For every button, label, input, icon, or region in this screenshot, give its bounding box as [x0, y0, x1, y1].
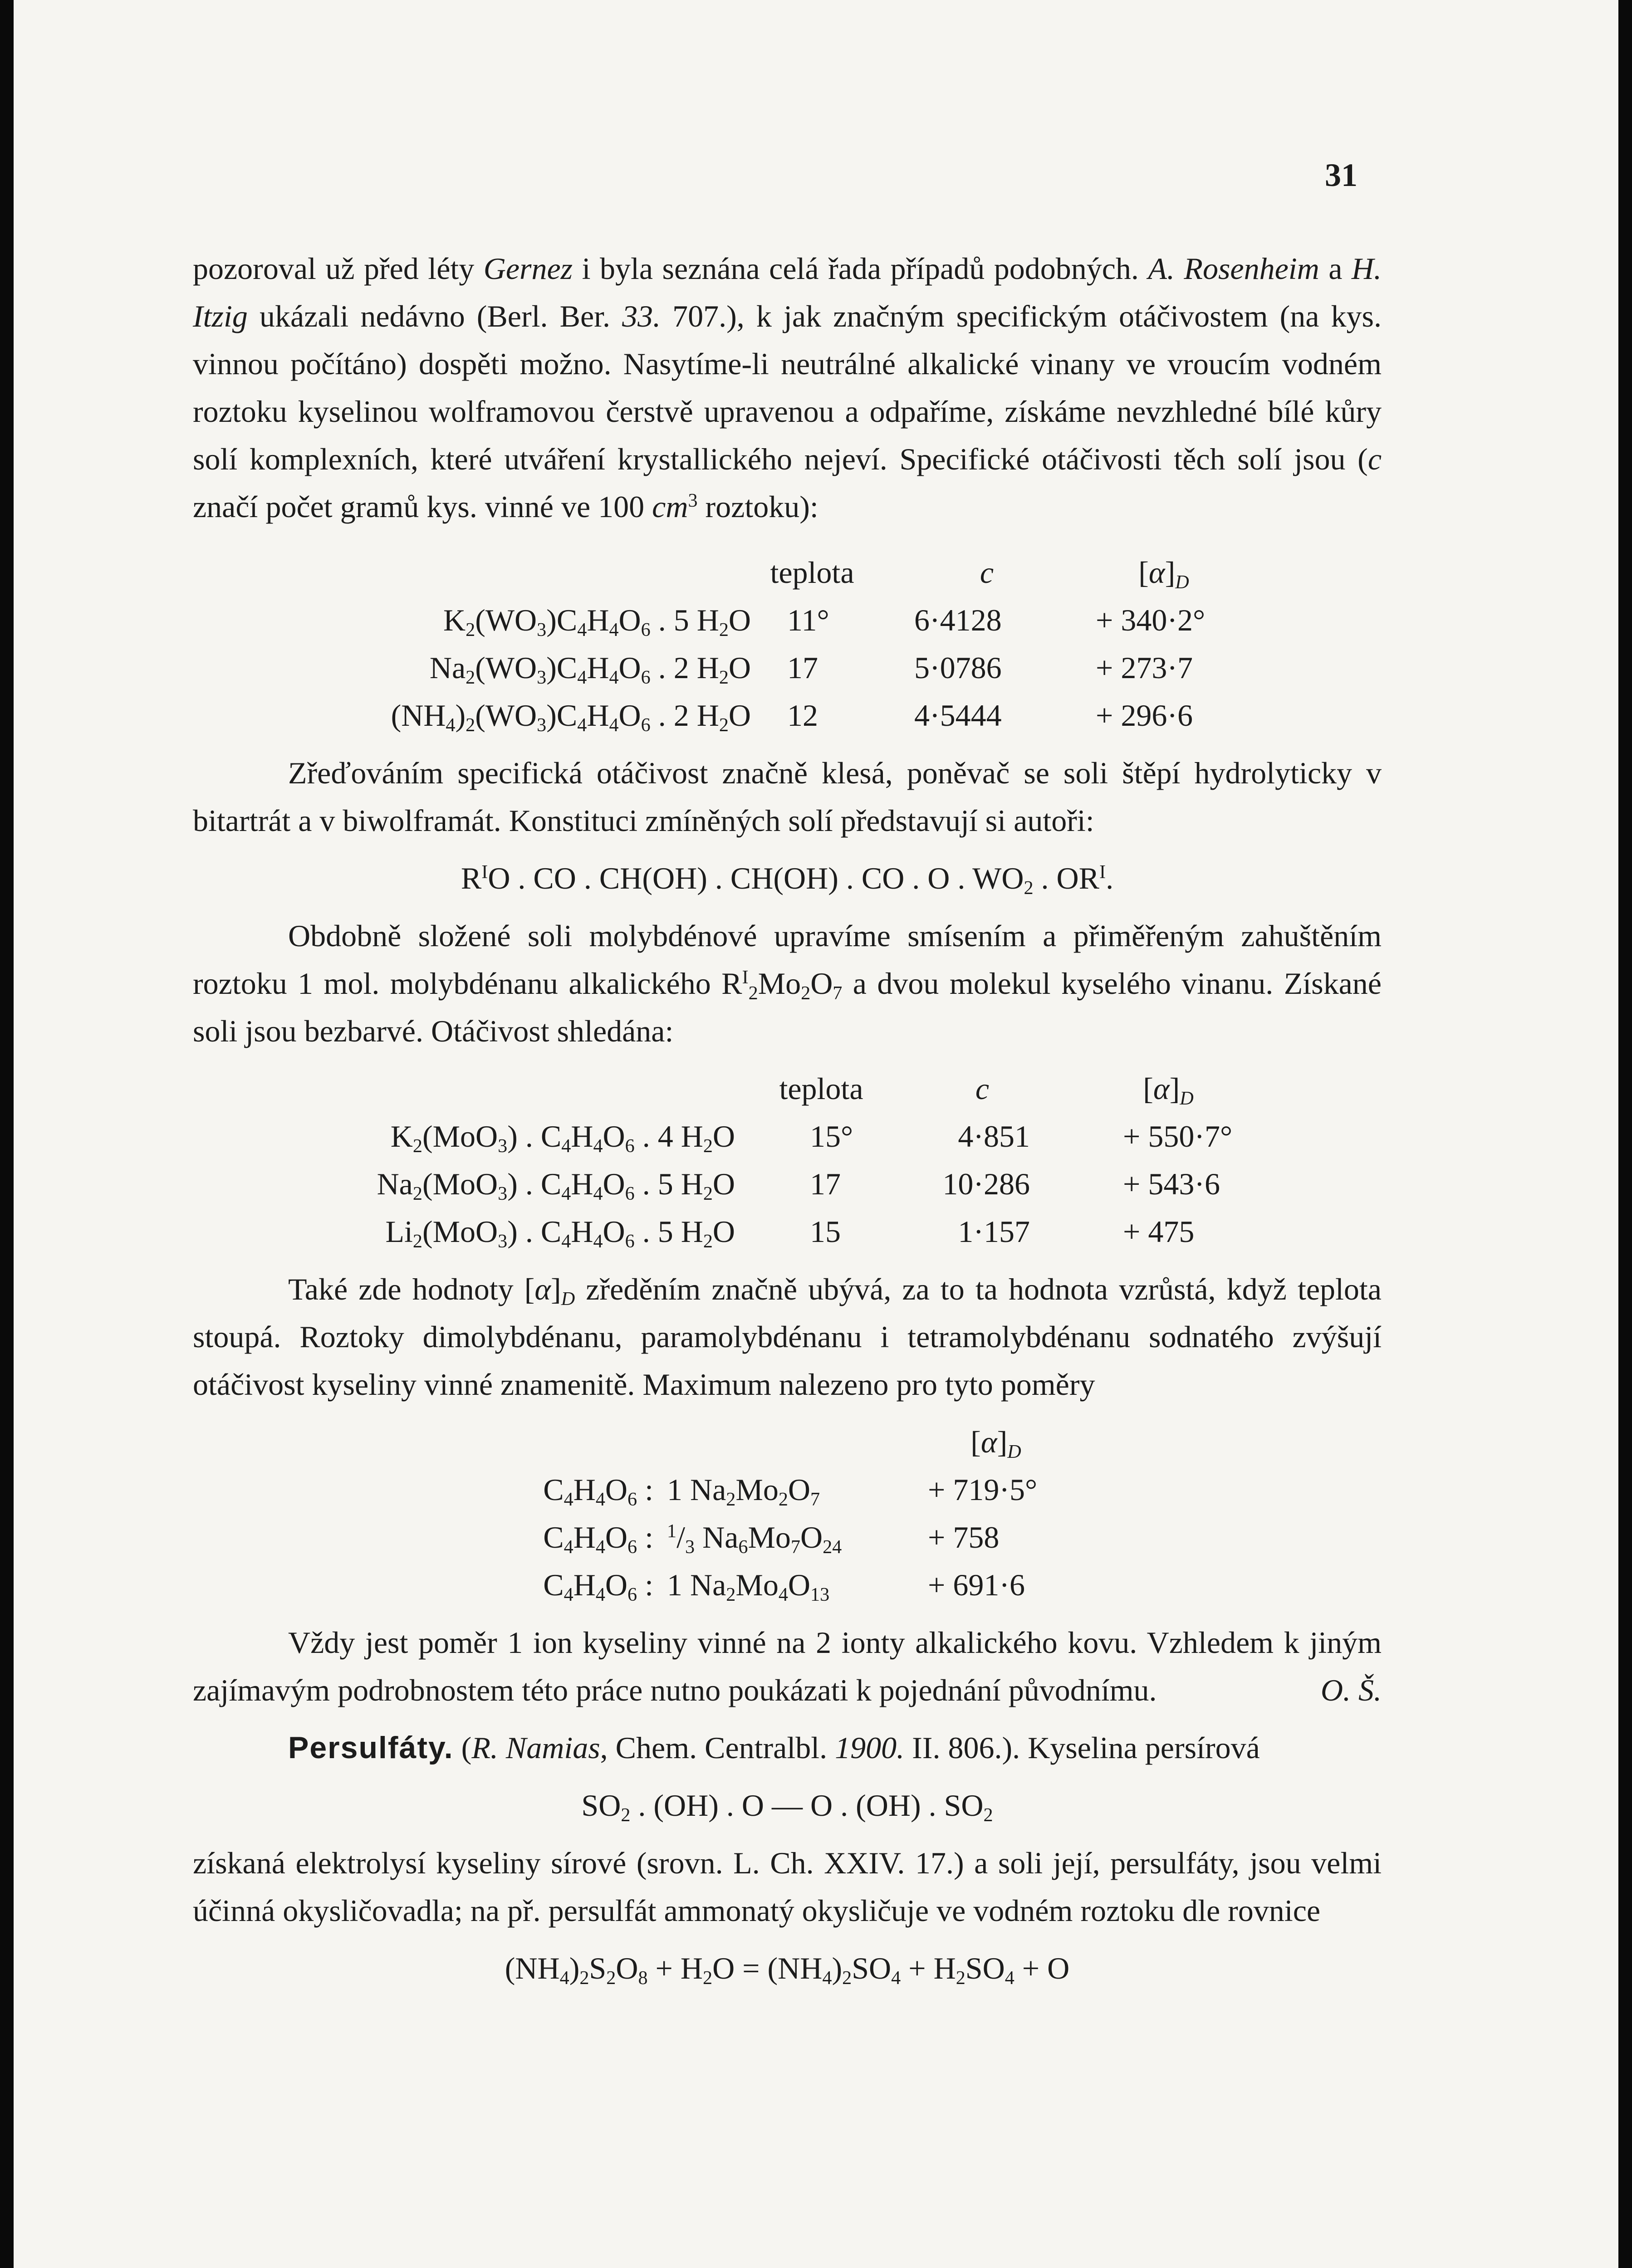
paragraph-ratio-text: Vždy jest poměr 1 ion kyseliny vinné na 2 ionty alkalického kovu. Vzhledem k jiným zajímavým podrobnostem této práce nutno poukázati k pojednání původnímu.: [193, 1625, 1382, 1707]
compound-formula: $(NH_4)_2(WO_3)C_4H_4O_6$ . 2 $H_2O$: [391, 698, 751, 736]
header-rotation: $[\alpha]_D$: [1143, 1071, 1194, 1109]
concentration-value: 4·5444: [914, 698, 1002, 733]
persulfuric-acid-formula: $SO_2$ . (OH) . O — O . (OH) . $SO_2$: [581, 1788, 993, 1826]
header-concentration: c: [980, 555, 994, 590]
concentration-value: 10·286: [942, 1167, 1030, 1201]
concentration-value: 5·0786: [914, 650, 1002, 685]
rotation-value: + 543·6: [1123, 1167, 1220, 1201]
ratio-salt: 1 $Na_2Mo_4O_{13}$: [667, 1568, 830, 1605]
table-row: [193, 644, 1382, 692]
temperature-value: 12: [787, 698, 818, 733]
table-row: [193, 1514, 1382, 1561]
paragraph-hydrolysis: Zřeďováním specifická otáčivost značně klesá, poněvač se soli štěpí hydrolyticky v bitartrát a v biwolframát. Konstituci zmíněných solí představují si autoři:: [193, 756, 1382, 838]
table-row: [193, 1113, 1382, 1160]
table-row: [193, 1160, 1382, 1208]
table-header: [193, 1418, 1382, 1466]
table-row: [193, 692, 1382, 739]
temperature-value: 17: [810, 1167, 841, 1201]
ratio-table: [193, 1418, 1382, 1609]
paragraph-oxidation: získaná elektrolysí kyseliny sírové (srovn. L. Ch. XXIV. 17.) a soli její, persulfáty, jsou velmi účinná okysličovadla; na př. persulfát ammonatý okysličuje ve vodném roztoku dle rovnice: [193, 1846, 1382, 1928]
ratio-acid: $C_4H_4O_6$ :: [543, 1472, 653, 1510]
rotation-value: + 273·7: [1096, 650, 1193, 685]
rotation-value: + 758: [928, 1520, 1000, 1554]
table-row: [193, 1561, 1382, 1609]
header-temperature: teplota: [770, 555, 854, 590]
rotation-value: + 475: [1123, 1214, 1195, 1249]
concentration-value: 6·4128: [914, 603, 1002, 637]
paragraph-ratio: [193, 1619, 1382, 1714]
page-content: [193, 245, 1382, 1992]
temperature-value: 15°: [810, 1119, 853, 1154]
header-rotation: $[\alpha]_D$: [970, 1425, 1021, 1462]
constitution-formula: $R^IO$ . CO . CH(OH) . CH(OH) . CO . O . $WO_2$ . $OR^I$.: [461, 861, 1114, 899]
paragraph-intro: pozoroval už před léty Gernez i byla seznána celá řada případů podobných. A. Rosenheim a H. Itzig ukázali nedávno (Berl. Ber. 33. 707.), k jak značným specifickým otáčivostem (na kys. vinnou počítáno) dospěti možno. Nasytíme-li neutrálné alkalické vinany ve vroucím vodném roztoku kyselinou wolframovou čerstvě upravenou a odpaříme, získáme nevzhledné bílé kůry solí komplexních, které utváření krystallického nejeví. Specifické otáčivosti těch solí jsou (c značí počet gramů kys. vinné ve 100 $cm^3$ roztoku):: [193, 251, 1382, 524]
rotation-value: + 340·2°: [1096, 603, 1206, 637]
paragraph-values: Také zde hodnoty $[\alpha]_D$ zředěním značně ubývá, za to ta hodnota vzrůstá, když teplota stoupá. Roztoky dimolybdénanu, paramolybdénanu i tetramolybdénanu sodnatého zvýšují otáčivost kyseliny vinné znamenitě. Maximum nalezeno pro tyto poměry: [193, 1272, 1382, 1402]
ratio-acid: $C_4H_4O_6$ :: [543, 1520, 653, 1558]
ratio-salt: 1 $Na_2Mo_2O_7$: [667, 1472, 820, 1510]
compound-formula: $Na_2(MoO_3)$ . $C_4H_4O_6$ . 5 $H_2O$: [377, 1167, 735, 1204]
table-row: [193, 1208, 1382, 1256]
rotation-value: + 691·6: [928, 1568, 1025, 1602]
tungstate-table: [193, 549, 1382, 739]
rotation-value: + 550·7°: [1123, 1119, 1233, 1154]
temperature-value: 17: [787, 650, 818, 685]
page-number: 31: [1325, 157, 1358, 193]
compound-formula: $Na_2(WO_3)C_4H_4O_6$ . 2 $H_2O$: [429, 650, 751, 688]
section-title: Persulfáty.: [288, 1730, 454, 1765]
header-temperature: teplota: [779, 1071, 863, 1106]
compound-formula: $K_2(WO_3)C_4H_4O_6$ . 5 $H_2O$: [443, 603, 751, 640]
temperature-value: 11°: [787, 603, 829, 637]
header-rotation: $[\alpha]_D$: [1138, 555, 1189, 593]
temperature-value: 15: [810, 1214, 841, 1249]
table-header: [193, 1065, 1382, 1113]
rotation-value: + 296·6: [1096, 698, 1193, 733]
concentration-value: 1·157: [958, 1214, 1030, 1249]
molybdate-table: [193, 1065, 1382, 1256]
ratio-salt: $^1/_3$ $Na_6Mo_7O_{24}$: [667, 1520, 842, 1558]
author-signature: O. Š.: [1320, 1673, 1382, 1707]
ratio-acid: $C_4H_4O_6$ :: [543, 1568, 653, 1605]
paragraph-molybdenum: Obdobně složené soli molybdénové upravíme smísením a přiměřeným zahuštěním roztoku 1 mol. molybdénanu alkalického $R^I_2Mo_2O_7$ a dvou molekul kyselého vinanu. Získané soli jsou bezbarvé. Otáčivost shledána:: [193, 919, 1382, 1048]
document-page: [14, 0, 1618, 2268]
persulfates-reference: (R. Namias, Chem. Centralbl. 1900. II. 806.). Kyselina persírová: [461, 1730, 1260, 1765]
compound-formula: $K_2(MoO_3)$ . $C_4H_4O_6$ . 4 $H_2O$: [390, 1119, 735, 1157]
compound-formula: $Li_2(MoO_3)$ . $C_4H_4O_6$ . 5 $H_2O$: [385, 1214, 735, 1252]
rotation-value: + 719·5°: [928, 1472, 1038, 1507]
table-row: [193, 1466, 1382, 1514]
paragraph-persulfates: [193, 1724, 1382, 1772]
oxidation-equation: $(NH_4)_2S_2O_8 + H_2O = (NH_4)_2SO_4 + H_2SO_4 + O$: [505, 1951, 1070, 1989]
table-row: [193, 596, 1382, 644]
header-concentration: c: [975, 1071, 990, 1106]
concentration-value: 4·851: [958, 1119, 1030, 1154]
table-header: [193, 549, 1382, 596]
